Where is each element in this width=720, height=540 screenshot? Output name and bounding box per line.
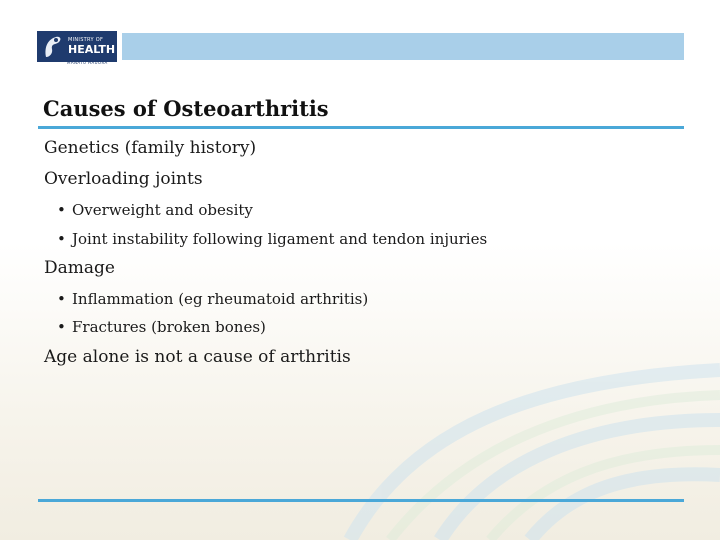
point-age: Age alone is not a cause of arthritis	[44, 347, 351, 368]
point-overloading-joints: Overloading joints	[44, 169, 203, 190]
header-band	[122, 33, 684, 60]
slide-title: Causes of Osteoarthritis	[43, 96, 329, 121]
subpoint-overweight: • Overweight and obesity	[72, 201, 684, 220]
logo-line-3: MANATŪ HAUORA	[67, 60, 108, 65]
point-damage: Damage	[44, 258, 115, 279]
koru-icon	[40, 33, 64, 60]
subpoint-fractures: • Fractures (broken bones)	[72, 318, 684, 337]
subpoint-inflammation: • Inflammation (eg rheumatoid arthritis)	[72, 290, 684, 309]
logo-line-1: MINISTRY OF	[68, 37, 104, 43]
footer-divider	[38, 499, 684, 502]
slide-content	[44, 138, 684, 379]
title-divider	[38, 126, 684, 129]
point-genetics: Genetics (family history)	[44, 138, 257, 158]
ministry-logo	[37, 31, 117, 62]
logo-line-2: HEALTH	[68, 43, 116, 56]
subpoint-joint-instability: • Joint instability following ligament and tendon injuries	[72, 230, 684, 249]
